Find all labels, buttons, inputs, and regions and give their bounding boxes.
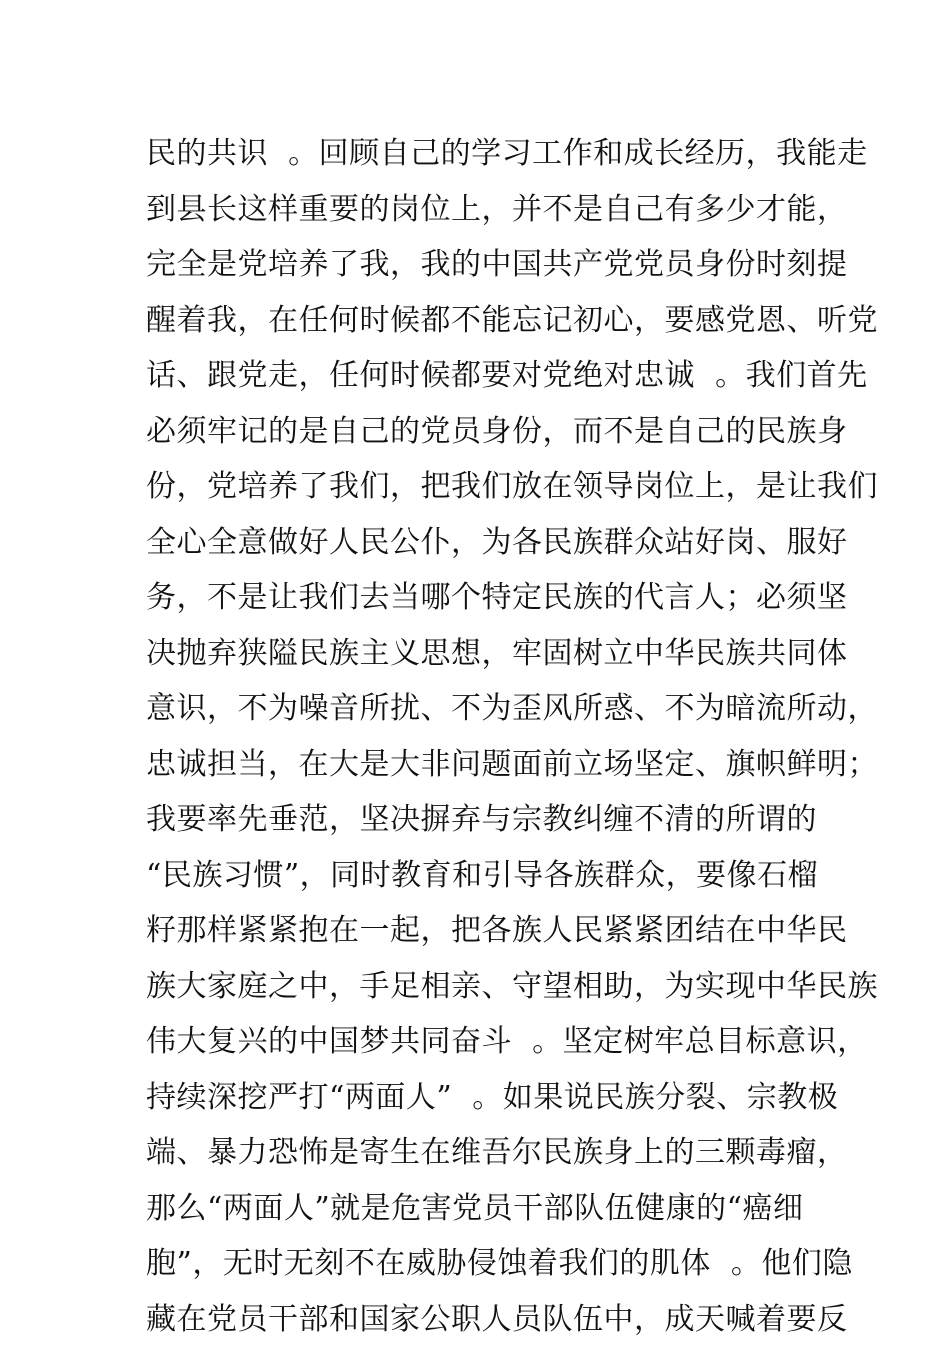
text-line: 胞”，无时无刻不在威胁侵蚀着我们的肌体 。他们隐: [146, 1236, 826, 1292]
text-line: 全心全意做好人民公仆，为各民族群众站好岗、服好: [146, 515, 826, 571]
text-line: “民族习惯”，同时教育和引导各族群众，要像石榴: [146, 848, 826, 904]
body-text: [146, 126, 826, 1347]
text-line: 伟大复兴的中国梦共同奋斗 。坚定树牢总目标意识，: [146, 1014, 826, 1070]
text-line: 必须牢记的是自己的党员身份，而不是自己的民族身: [146, 404, 826, 460]
text-line: 份，党培养了我们，把我们放在领导岗位上，是让我们: [146, 459, 826, 515]
text-line: 完全是党培养了我，我的中国共产党党员身份时刻提: [146, 237, 826, 293]
text-line: 到县长这样重要的岗位上，并不是自己有多少才能，: [146, 182, 826, 238]
text-line: 籽那样紧紧抱在一起，把各族人民紧紧团结在中华民: [146, 903, 826, 959]
text-line: 决抛弃狭隘民族主义思想，牢固树立中华民族共同体: [146, 626, 826, 682]
text-line: 意识，不为噪音所扰、不为歪风所惑、不为暗流所动，: [146, 681, 826, 737]
text-line: 我要率先垂范，坚决摒弃与宗教纠缠不清的所谓的: [146, 792, 826, 848]
text-line: 务，不是让我们去当哪个特定民族的代言人；必须坚: [146, 570, 826, 626]
text-line: 话、跟党走，任何时候都要对党绝对忠诚 。我们首先: [146, 348, 826, 404]
text-line: 那么“两面人”就是危害党员干部队伍健康的“癌细: [146, 1181, 826, 1237]
text-line: 端、暴力恐怖是寄生在维吾尔民族身上的三颗毒瘤，: [146, 1125, 826, 1181]
text-line: 忠诚担当，在大是大非问题面前立场坚定、旗帜鲜明；: [146, 737, 826, 793]
text-line: 民的共识 。回顾自己的学习工作和成长经历，我能走: [146, 126, 826, 182]
text-line: 族大家庭之中，手足相亲、守望相助，为实现中华民族: [146, 959, 826, 1015]
text-line: 藏在党员干部和国家公职人员队伍中，成天喊着要反: [146, 1292, 826, 1347]
text-line: 持续深挖严打“两面人” 。如果说民族分裂、宗教极: [146, 1070, 826, 1126]
text-line: 醒着我，在任何时候都不能忘记初心，要感党恩、听党: [146, 293, 826, 349]
